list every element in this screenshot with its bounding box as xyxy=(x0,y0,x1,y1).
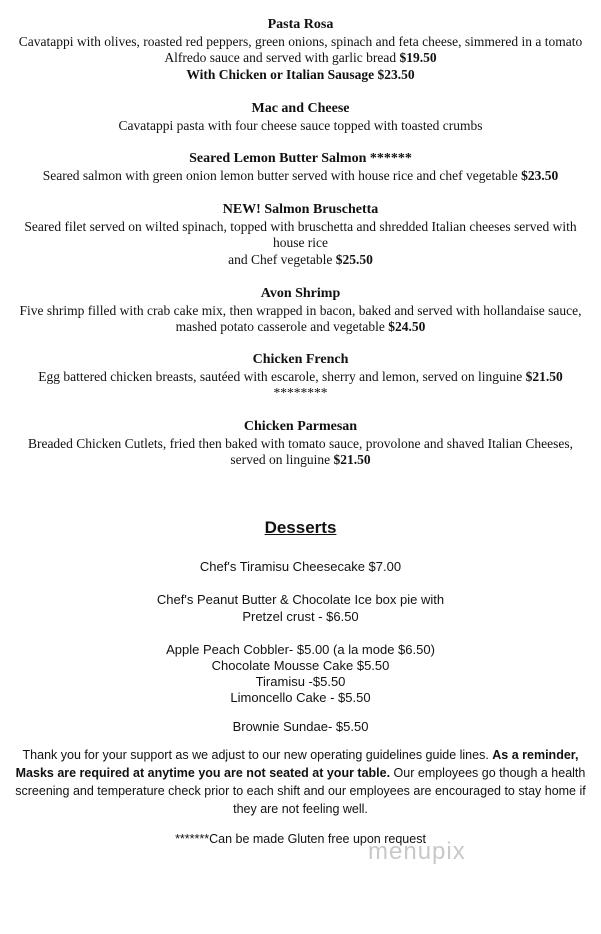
item-extra: With Chicken or Italian Sausage $23.50 xyxy=(186,66,415,82)
item-price: $25.50 xyxy=(335,251,373,267)
desserts-heading: Desserts xyxy=(264,518,337,537)
item-price: $21.50 xyxy=(525,368,563,384)
dessert-line: Pretzel crust - $6.50 xyxy=(242,609,359,624)
item-price: $19.50 xyxy=(399,50,437,65)
item-title: Mac and Cheese xyxy=(251,101,350,116)
item-description-line: Cavatappi pasta with four cheese sauce topped with toasted crumbs xyxy=(118,117,483,133)
watermark-logo: menupix xyxy=(368,838,466,865)
item-title: Chicken Parmesan xyxy=(243,419,358,434)
menu-item-pasta-rosa xyxy=(0,17,601,83)
item-title: Chicken French xyxy=(252,352,349,367)
item-extra: ******** xyxy=(273,385,328,400)
dessert-line: Tiramisu -$5.50 xyxy=(255,674,346,689)
menu-item-salmon-bruschetta xyxy=(0,202,601,268)
item-price: $24.50 xyxy=(388,319,426,334)
item-title: Avon Shrimp xyxy=(260,286,341,301)
dessert-line: Chef's Peanut Butter & Chocolate Ice box pie with xyxy=(156,592,445,607)
menu-item-mac-and-cheese xyxy=(0,101,601,134)
item-description-line: and Chef vegetable xyxy=(228,251,333,267)
item-description-line: mashed potato casserole and vegetable xyxy=(175,319,385,334)
menu-item-chicken-parmesan xyxy=(0,419,601,469)
gluten-free-note: *******Can be made Gluten free upon request xyxy=(175,832,426,846)
dessert-line: Limoncello Cake - $5.50 xyxy=(230,690,371,705)
dessert-line: Apple Peach Cobbler- $5.00 (a la mode $6.50) xyxy=(166,642,435,657)
item-price: $21.50 xyxy=(333,452,371,467)
item-description-line: house rice xyxy=(272,235,329,250)
menu-item-avon-shrimp xyxy=(0,286,601,336)
dessert-line: Chocolate Mousse Cake $5.50 xyxy=(211,658,390,673)
item-title: Pasta Rosa xyxy=(267,17,334,32)
item-description-line: Cavatappi with olives, roasted red peppers, green onions, spinach and feta cheese, simmered in a tomato xyxy=(18,33,583,49)
footer-notice xyxy=(4,746,597,818)
item-description-line: Alfredo sauce and served with garlic bread xyxy=(164,50,397,65)
dessert-line: Brownie Sundae- $5.50 xyxy=(232,719,369,734)
item-description-line: Egg battered chicken breasts, sautéed with escarole, sherry and lemon, served on linguine xyxy=(38,368,523,384)
item-description-line: Seared salmon with green onion lemon butter served with house rice and chef vegetable xyxy=(42,167,518,183)
item-title: NEW! Salmon Bruschetta xyxy=(222,202,379,217)
item-title: Seared Lemon Butter Salmon ****** xyxy=(189,151,412,166)
item-description-line: Five shrimp filled with crab cake mix, then wrapped in bacon, baked and served with hollandaise sauce, xyxy=(19,302,582,318)
footer-text: Our employees go though a health screening and temperature check prior to each shift and our employees are encouraged to stay home if they are not feeling well. xyxy=(15,766,586,816)
item-description-line: Breaded Chicken Cutlets, fried then baked with tomato sauce, provolone and shaved Italian Cheeses, xyxy=(27,435,574,451)
item-price: $23.50 xyxy=(521,167,559,183)
footer-text: Thank you for your support as we adjust to our new operating guidelines guide lines. xyxy=(22,748,493,762)
dessert-line: Chef's Tiramisu Cheesecake $7.00 xyxy=(199,559,402,574)
item-description-line: served on linguine xyxy=(230,452,331,467)
item-description-line: Seared filet served on wilted spinach, topped with bruschetta and shredded Italian cheeses served with xyxy=(24,218,577,234)
footer-mask-reminder: As a reminder, Masks are required at anytime you are not seated at your table. xyxy=(15,748,579,780)
menu-item-chicken-french xyxy=(0,352,601,402)
menu-item-seared-lemon-butter-salmon xyxy=(0,151,601,184)
